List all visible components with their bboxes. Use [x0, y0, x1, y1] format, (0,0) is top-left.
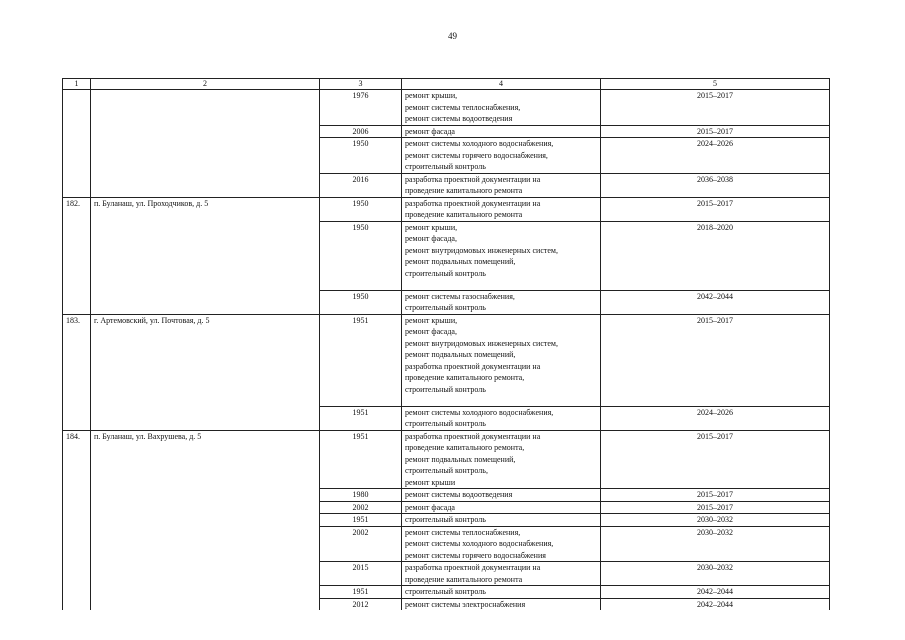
- work-item: ремонт системы холодного водоснабжения,: [405, 139, 554, 148]
- header-col-4: 4: [402, 79, 601, 90]
- work-item: разработка проектной документации на: [405, 198, 541, 208]
- work-item: строительный контроль: [405, 162, 486, 171]
- works-cell: [402, 197, 601, 221]
- works-cell: [402, 290, 601, 314]
- work-item: строительный контроль: [405, 515, 486, 524]
- works-cell: [402, 489, 601, 502]
- period-cell: 2015–2017: [601, 501, 830, 514]
- address-cell: [91, 526, 320, 562]
- table-row: [63, 138, 830, 174]
- table-row: [63, 173, 830, 197]
- works-cell: [402, 586, 601, 599]
- row-number-cell: [63, 406, 91, 430]
- works-cell: [402, 221, 601, 290]
- period-cell: 2018–2020: [601, 221, 830, 290]
- row-number-cell: [63, 489, 91, 502]
- work-item: ремонт системы горячего водоснабжения: [405, 550, 546, 560]
- works-cell: [402, 514, 601, 527]
- table-row: [63, 290, 830, 314]
- table-row: [63, 586, 830, 599]
- capital-repair-table: [62, 78, 829, 610]
- row-number-cell: [63, 562, 91, 586]
- works-cell: [402, 125, 601, 138]
- period-cell: 2030–2032: [601, 562, 830, 586]
- works-cell: [402, 314, 601, 406]
- work-item: проведение капитального ремонта,: [405, 443, 525, 452]
- header-col-2: 2: [91, 79, 320, 90]
- work-item: разработка проектной документации на: [405, 431, 541, 441]
- year-cell: 1950: [320, 290, 402, 314]
- table-row: [63, 430, 830, 489]
- work-item: ремонт крыши,: [405, 91, 458, 100]
- work-item: ремонт фасада,: [405, 327, 457, 336]
- works-cell: [402, 598, 601, 610]
- work-item: ремонт системы горячего водоснабжения,: [405, 150, 548, 160]
- address-cell: п. Буланаш, ул. Проходчиков, д. 5: [91, 197, 320, 221]
- work-item: разработка проектной документации на: [405, 361, 541, 371]
- work-item: ремонт системы теплоснабжения,: [405, 102, 521, 112]
- work-item: ремонт подвальных помещений,: [405, 257, 516, 266]
- row-number-cell: [63, 138, 91, 174]
- year-cell: 1951: [320, 406, 402, 430]
- works-cell: [402, 430, 601, 489]
- work-item: ремонт системы водоотведения: [405, 490, 513, 499]
- year-cell: 1950: [320, 138, 402, 174]
- year-cell: 1951: [320, 314, 402, 406]
- table-row: [63, 90, 830, 126]
- row-number-cell: 184.: [63, 430, 91, 489]
- period-cell: 2015–2017: [601, 125, 830, 138]
- row-number-cell: [63, 173, 91, 197]
- period-cell: 2042–2044: [601, 290, 830, 314]
- works-cell: [402, 406, 601, 430]
- row-number-cell: [63, 501, 91, 514]
- table-row: [63, 526, 830, 562]
- year-cell: 2002: [320, 501, 402, 514]
- address-cell: [91, 489, 320, 502]
- period-cell: 2030–2032: [601, 514, 830, 527]
- address-cell: [91, 138, 320, 174]
- row-number-cell: [63, 526, 91, 562]
- work-item: разработка проектной документации на: [405, 174, 541, 184]
- work-item: проведение капитального ремонта: [405, 186, 523, 195]
- work-item: ремонт подвальных помещений,: [405, 350, 516, 359]
- work-item: ремонт фасада: [405, 126, 455, 136]
- year-cell: 2006: [320, 125, 402, 138]
- year-cell: 1951: [320, 586, 402, 599]
- table-row: [63, 125, 830, 138]
- work-item: строительный контроль,: [405, 466, 488, 475]
- address-cell: [91, 598, 320, 610]
- address-cell: [91, 586, 320, 599]
- address-cell: [91, 90, 320, 126]
- row-number-cell: [63, 90, 91, 126]
- row-number-cell: 183.: [63, 314, 91, 406]
- works-cell: [402, 90, 601, 126]
- work-item: ремонт подвальных помещений,: [405, 454, 516, 464]
- header-col-1: 1: [63, 79, 91, 90]
- works-cell: [402, 562, 601, 586]
- table-row: [63, 406, 830, 430]
- year-cell: 2012: [320, 598, 402, 610]
- row-number-cell: [63, 514, 91, 527]
- row-number-cell: [63, 290, 91, 314]
- work-item: ремонт системы холодного водоснабжения,: [405, 407, 554, 417]
- work-item: строительный контроль: [405, 268, 486, 278]
- period-cell: 2042–2044: [601, 586, 830, 599]
- table-header-row: [63, 79, 830, 90]
- table-row: [63, 489, 830, 502]
- period-cell: 2015–2017: [601, 314, 830, 406]
- year-cell: 1950: [320, 197, 402, 221]
- works-cell: [402, 138, 601, 174]
- year-cell: 2015: [320, 562, 402, 586]
- work-item: строительный контроль: [405, 303, 486, 312]
- year-cell: 1951: [320, 514, 402, 527]
- address-cell: п. Буланаш, ул. Вахрушева, д. 5: [91, 430, 320, 489]
- header-col-5: 5: [601, 79, 830, 90]
- period-cell: 2015–2017: [601, 489, 830, 502]
- year-cell: 1951: [320, 430, 402, 489]
- table-row: [63, 598, 830, 610]
- table-row: [63, 221, 830, 290]
- row-number-cell: [63, 586, 91, 599]
- work-item: ремонт внутридомовых инженерных систем,: [405, 338, 558, 348]
- row-number-cell: 182.: [63, 197, 91, 221]
- work-item: ремонт системы холодного водоснабжения,: [405, 539, 554, 548]
- period-cell: 2042–2044: [601, 598, 830, 610]
- address-cell: [91, 501, 320, 514]
- year-cell: 1980: [320, 489, 402, 502]
- work-item: проведение капитального ремонта: [405, 210, 523, 219]
- work-item: ремонт крыши,: [405, 222, 458, 232]
- work-item: ремонт системы теплоснабжения,: [405, 527, 521, 537]
- row-number-cell: [63, 598, 91, 610]
- period-cell: 2024–2026: [601, 138, 830, 174]
- work-item: ремонт внутридомовых инженерных систем,: [405, 245, 558, 255]
- period-cell: 2036–2038: [601, 173, 830, 197]
- repair-schedule-table: [62, 78, 830, 610]
- address-cell: [91, 290, 320, 314]
- year-cell: 1976: [320, 90, 402, 126]
- works-cell: [402, 173, 601, 197]
- row-number-cell: [63, 221, 91, 290]
- work-item: ремонт фасада,: [405, 234, 457, 243]
- work-item: ремонт крыши,: [405, 315, 458, 325]
- period-cell: 2030–2032: [601, 526, 830, 562]
- row-number-cell: [63, 125, 91, 138]
- work-item: проведение капитального ремонта: [405, 574, 523, 584]
- address-cell: [91, 221, 320, 290]
- works-cell: [402, 501, 601, 514]
- address-cell: г. Артемовский, ул. Почтовая, д. 5: [91, 314, 320, 406]
- work-item: разработка проектной документации на: [405, 563, 541, 572]
- header-col-3: 3: [320, 79, 402, 90]
- address-cell: [91, 514, 320, 527]
- period-cell: 2015–2017: [601, 90, 830, 126]
- address-cell: [91, 562, 320, 586]
- address-cell: [91, 125, 320, 138]
- year-cell: 2002: [320, 526, 402, 562]
- year-cell: 2016: [320, 173, 402, 197]
- address-cell: [91, 173, 320, 197]
- address-cell: [91, 406, 320, 430]
- table-row: [63, 314, 830, 406]
- works-cell: [402, 526, 601, 562]
- work-item: ремонт фасада: [405, 502, 455, 512]
- work-item: строительный контроль: [405, 587, 486, 596]
- work-item: строительный контроль: [405, 419, 486, 428]
- table-row: [63, 514, 830, 527]
- work-item: ремонт системы газоснабжения,: [405, 291, 515, 301]
- period-cell: 2024–2026: [601, 406, 830, 430]
- table-body: [63, 79, 830, 611]
- period-cell: 2015–2017: [601, 430, 830, 489]
- table-row: [63, 501, 830, 514]
- year-cell: 1950: [320, 221, 402, 290]
- work-item: ремонт крыши: [405, 477, 456, 487]
- work-item: проведение капитального ремонта,: [405, 373, 525, 382]
- table-row: [63, 197, 830, 221]
- work-item: ремонт системы водоотведения: [405, 114, 513, 123]
- work-item: ремонт системы электроснабжения: [405, 599, 526, 609]
- table-row: [63, 562, 830, 586]
- page-number: 49: [448, 31, 457, 41]
- period-cell: 2015–2017: [601, 197, 830, 221]
- work-item: строительный контроль: [405, 384, 486, 394]
